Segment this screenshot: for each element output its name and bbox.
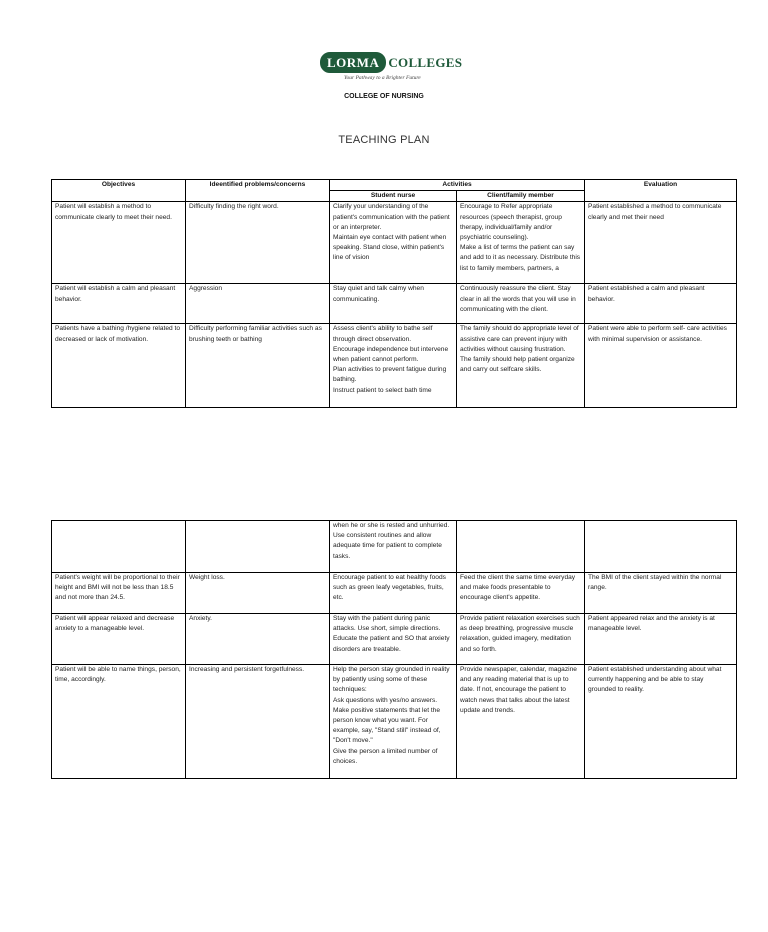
table-row — [52, 202, 737, 284]
student-nurse-cell — [330, 284, 457, 324]
evaluation-cell: Patient were able to perform self- care activities with minimal supervision or assistance. — [585, 324, 737, 408]
teaching-plan-table-page-1 — [51, 179, 737, 408]
table-row — [52, 573, 737, 614]
student-nurse-cell-line: Help the person stay grounded in reality by patiently using some of these techniques: — [333, 666, 450, 694]
client-family-cell-line: The family should do appropriate level of assistive care can prevent injury with activities without causing frustration. — [460, 325, 579, 353]
problem-cell: Aggression — [186, 284, 330, 324]
objective-cell: Patient will establish a calm and pleasant behavior. — [52, 284, 186, 324]
evaluation-cell: The BMI of the client stayed within the normal range. — [585, 573, 737, 614]
problem-cell: Difficulty finding the right word. — [186, 202, 330, 284]
student-nurse-cell-line: Make positive statements that let the person know what you want. For example, say, "Stand still" instead of, "Don't move." — [333, 706, 441, 745]
evaluation-cell: Patient established a method to communicate clearly and met their need — [585, 202, 737, 284]
student-nurse-cell-line: Stay with the patient during panic attacks. Use short, simple directions. — [333, 615, 441, 633]
header-student-nurse: Student nurse — [330, 191, 457, 202]
evaluation-cell: Patient established a calm and pleasant behavior. — [585, 284, 737, 324]
header-objectives: Objectives — [52, 180, 186, 202]
client-family-cell-line: Provide newspaper, calendar, magazine and any reading material that is up to date. If not, encourage the patient to watch news that talks about the latest update and trends. — [460, 666, 577, 714]
client-family-cell — [457, 521, 585, 573]
client-family-cell — [457, 202, 585, 284]
table-row — [52, 284, 737, 324]
problem-cell: Weight loss. — [186, 573, 330, 614]
problem-cell — [186, 521, 330, 573]
college-name: COLLEGE OF NURSING — [344, 93, 424, 100]
client-family-cell-line: Encourage to Refer appropriate resources (speech therapist, group therapy, individual/family and/or psychiatric counseling). — [460, 203, 562, 242]
objective-cell: Patient will establish a method to communicate clearly to meet their need. — [52, 202, 186, 284]
student-nurse-cell — [330, 202, 457, 284]
problem-cell: Increasing and persistent forgetfulness. — [186, 665, 330, 779]
evaluation-cell: Patient appeared relax and the anxiety is at manageable level. — [585, 614, 737, 665]
table-row — [52, 521, 737, 573]
client-family-cell-line: The family should help patient organize and carry out selfcare skills. — [460, 356, 575, 374]
objective-cell: Patient will be able to name things, person, time, accordingly. — [52, 665, 186, 779]
evaluation-cell: Patient established understanding about what currently happening and be able to stay grounded to reality. — [585, 665, 737, 779]
student-nurse-cell-line: Ask questions with yes/no answers. — [333, 696, 438, 704]
objective-cell — [52, 521, 186, 573]
logo-lorma-word: LORMA — [320, 52, 386, 73]
client-family-cell-line: Provide patient relaxation exercises such as deep breathing, progressive muscle relaxation, guided imagery, meditation and so forth. — [460, 615, 580, 653]
student-nurse-cell-line: Use consistent routines and allow adequate time for patient to complete tasks. — [333, 532, 442, 560]
objective-cell: Patient will appear relaxed and decrease anxiety to a manageable level. — [52, 614, 186, 665]
problem-cell: Difficulty performing familiar activities such as brushing teeth or bathing — [186, 324, 330, 408]
client-family-cell-line: Continuously reassure the client. Stay clear in all the words that you will use in communicating with the client. — [460, 285, 576, 313]
logo-colleges-word: COLLEGES — [388, 54, 463, 70]
student-nurse-cell-line: when he or she is rested and unhurried. — [333, 522, 450, 529]
student-nurse-cell-line: Give the person a limited number of choices. — [333, 747, 438, 765]
student-nurse-cell-line: Encourage independence but intervene when patient cannot perform. — [333, 345, 449, 364]
student-nurse-cell-line: Clarify your understanding of the patient's communication with the patient or an interpreter. — [333, 203, 450, 231]
teaching-plan-table-page-2 — [51, 520, 737, 779]
client-family-cell — [457, 573, 585, 614]
student-nurse-cell-line: Encourage patient to eat healthy foods such as green leafy vegetables, fruits, etc. — [333, 574, 446, 602]
page-title: TEACHING PLAN — [338, 134, 430, 146]
student-nurse-cell-line: Stay quiet and talk calmy when communicating. — [333, 285, 424, 303]
client-family-cell-line: Make a list of terms the patient can say and add to it as necessary. Distribute this list to family members, partners, a — [460, 244, 581, 272]
client-family-cell — [457, 665, 585, 779]
student-nurse-cell — [330, 614, 457, 665]
table-row — [52, 324, 737, 408]
student-nurse-cell — [330, 665, 457, 779]
header-problems: Ideentified problems/concerns — [186, 180, 330, 202]
header-evaluation: Evaluation — [585, 180, 737, 202]
student-nurse-cell — [330, 521, 457, 573]
objective-cell: Patient's weight will be proportional to their height and BMI will not be less than 18.5 and not more than 24.5. — [52, 573, 186, 614]
evaluation-cell — [585, 521, 737, 573]
client-family-cell — [457, 284, 585, 324]
student-nurse-cell-line: Assess client's ability to bathe self through direct observation. — [333, 325, 433, 343]
lorma-colleges-logo — [320, 52, 463, 88]
student-nurse-cell-line: Plan activities to prevent fatigue during bathing. — [333, 366, 447, 384]
table-row — [52, 665, 737, 779]
header-client-family: Client/family member — [457, 191, 585, 202]
objective-cell: Patients have a bathing /hygiene related to decreased or lack of motivation. — [52, 324, 186, 408]
client-family-cell — [457, 324, 585, 408]
student-nurse-cell-line: Educate the patient and SO that anxiety disorders are treatable. — [333, 635, 450, 653]
student-nurse-cell-line: Maintain eye contact with patient when speaking. Stand close, within patient's line of vision — [333, 234, 447, 262]
table-row — [52, 614, 737, 665]
student-nurse-cell — [330, 324, 457, 408]
client-family-cell-line: Feed the client the same time everyday and make foods presentable to encourage client's appetite. — [460, 574, 576, 602]
student-nurse-cell — [330, 573, 457, 614]
header-activities: Activities — [330, 180, 585, 191]
problem-cell: Anxiety. — [186, 614, 330, 665]
student-nurse-cell-line: Instruct patient to select bath time — [333, 386, 432, 394]
client-family-cell — [457, 614, 585, 665]
logo-tagline: Your Pathway to a Brighter Future — [344, 75, 421, 81]
